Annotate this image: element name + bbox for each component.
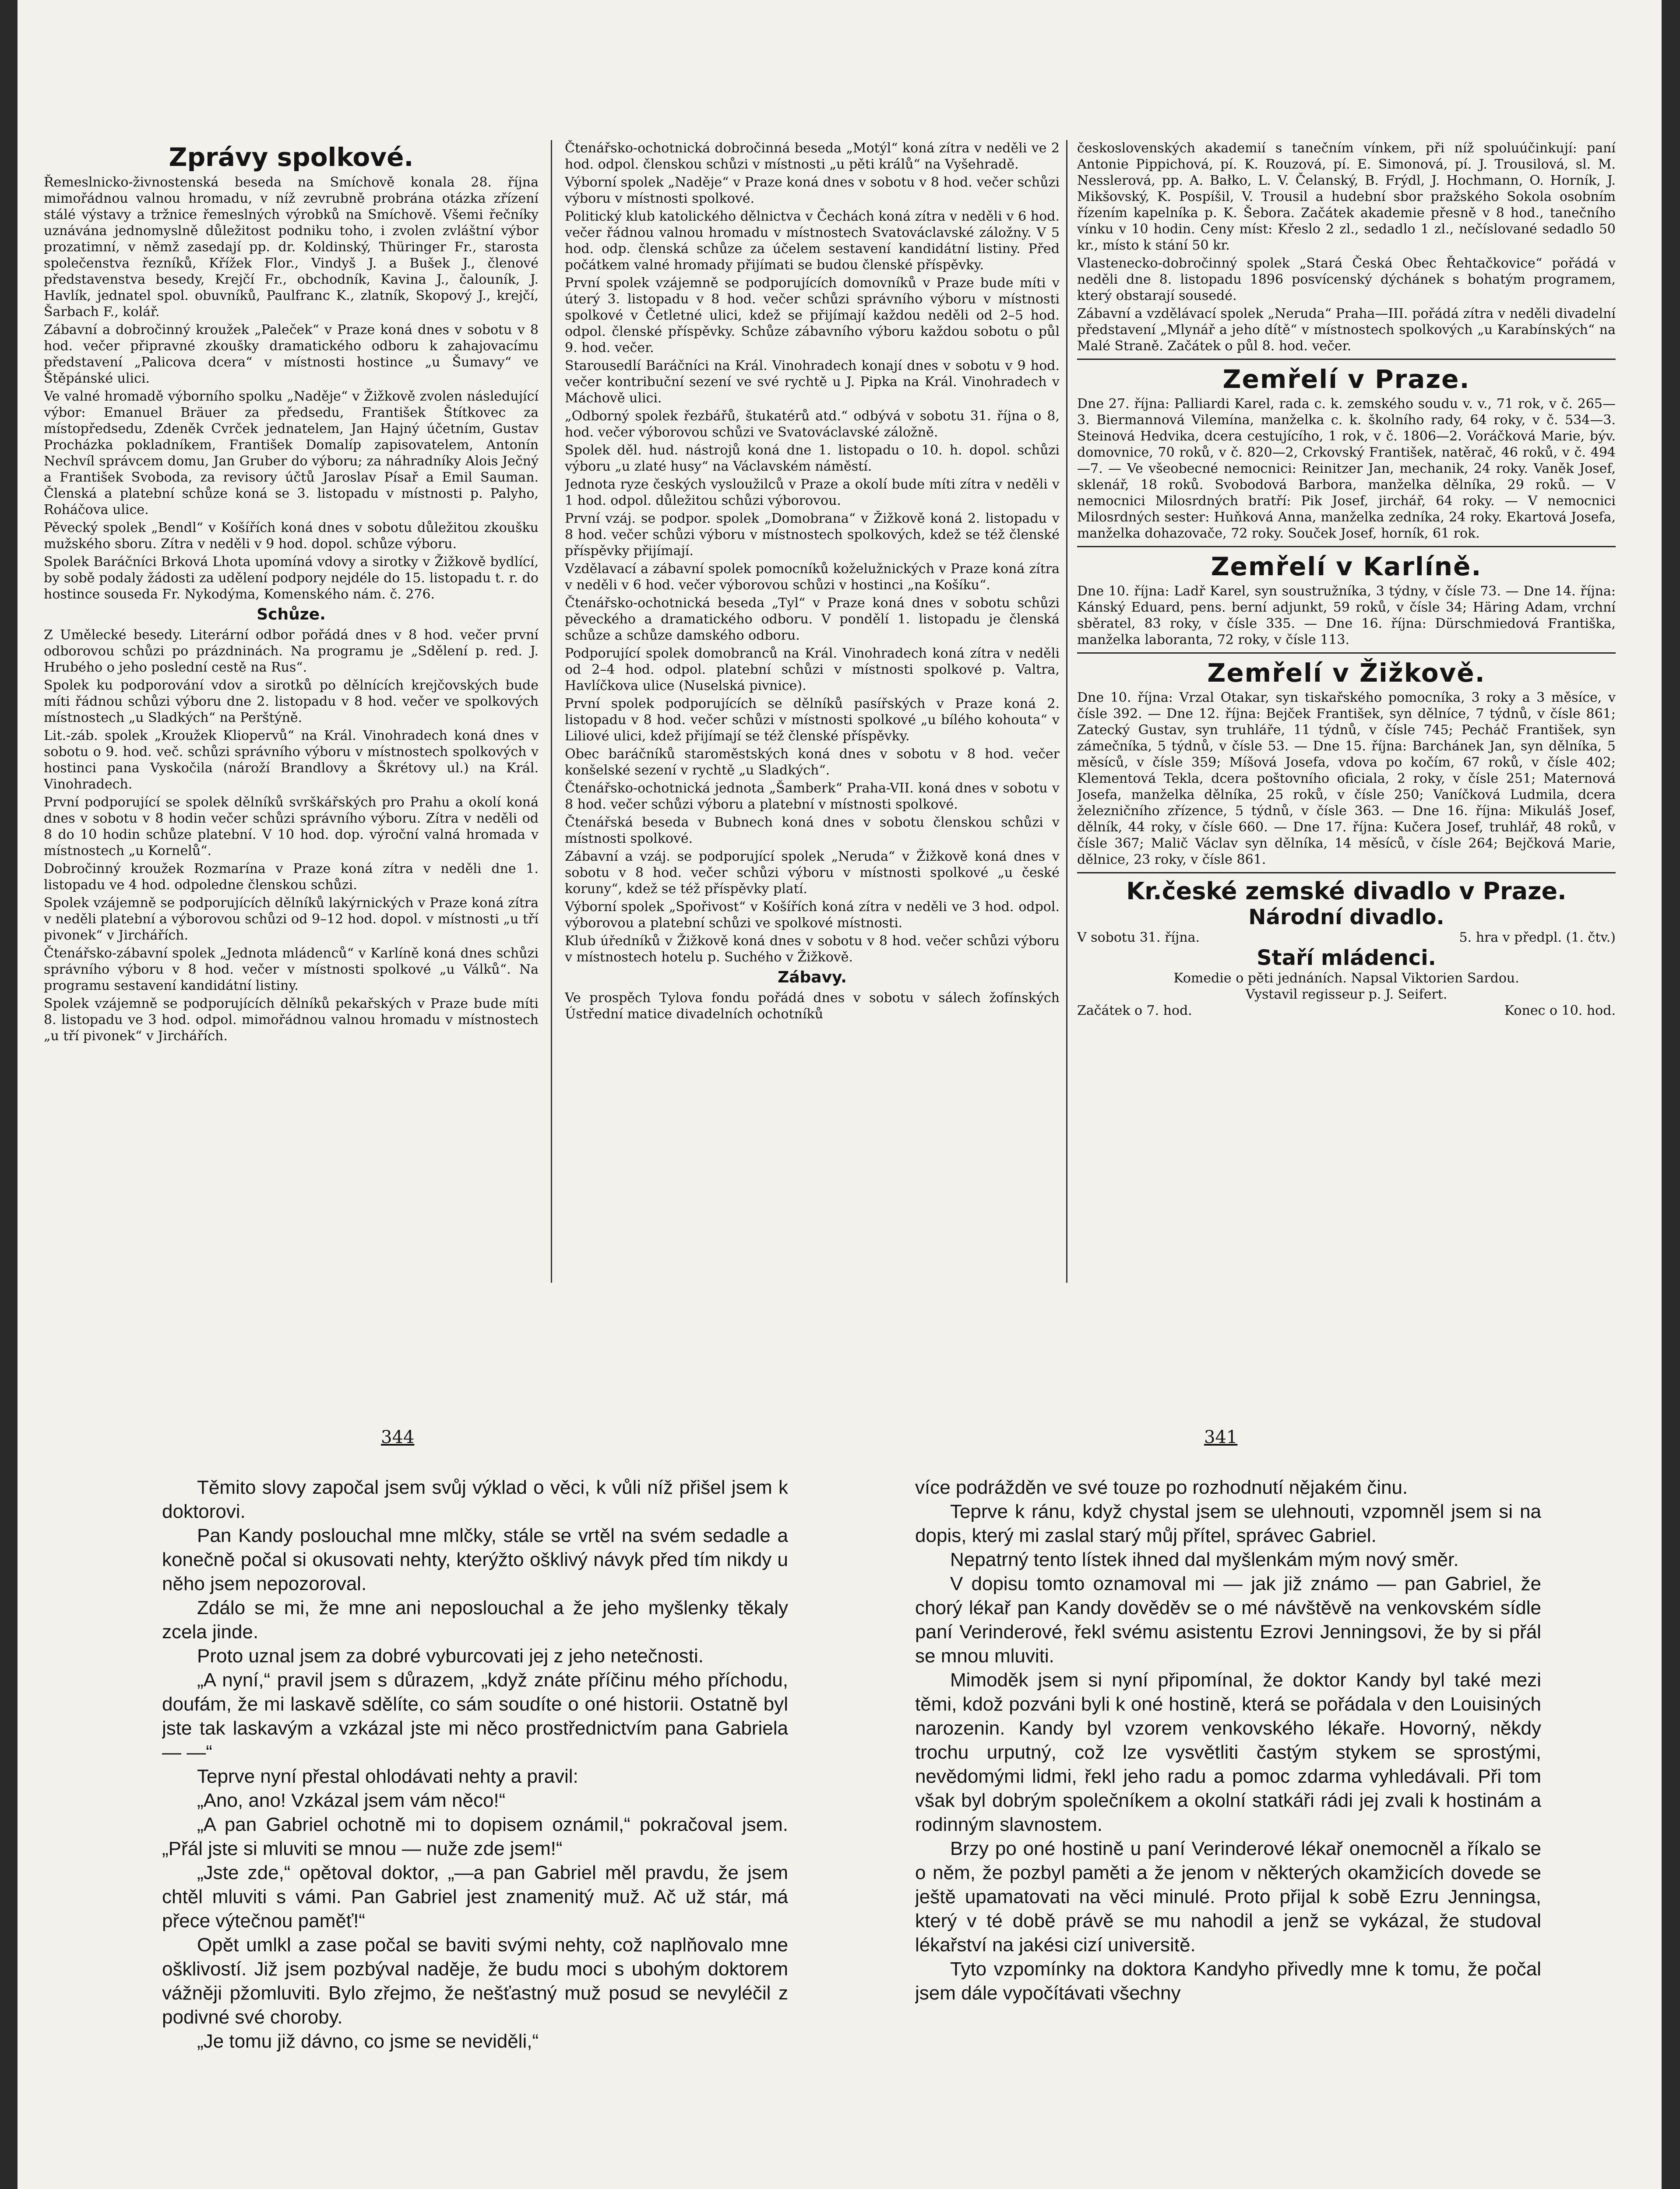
- theatre-show: 5. hra v předpl. (1. čtv.): [1459, 930, 1616, 945]
- deaths-karlin-heading: Zemřelí v Karlíně.: [1211, 552, 1482, 581]
- novel-paragraph: „Jste zde,“ opětoval doktor, „—a pan Gabriel měl pravdu, že jsem chtěl mluviti s vámi. Pan Gabriel jest znamenitý muž. Ač už stár, má přece výtečnou paměť!“: [162, 1862, 788, 1932]
- novel-paragraph: „A pan Gabriel ochotně mi to dopisem oznámil,“ pokračoval jsem. „Přál jste si mluviti se mnou — nuže zde jsem!“: [162, 1814, 788, 1859]
- news-paragraph: Čtenářsko-ochotnická jednota „Šamberk“ Praha-VII. koná dnes v sobotu v 8 hod. večer schůzi výboru a platební v místnosti spolkové.: [565, 781, 1060, 812]
- news-paragraph: Lit.-záb. spolek „Kroužek Kliopervů“ na Král. Vinohradech koná dnes v sobotu o 9. hod. več. schůzi správního výboru v místnostech spolkových v hostinci pana Vyskočila (nároží Brandlovy a Škrétovy ul.) na Král. Vinohradech.: [44, 728, 539, 792]
- news-paragraph: Obec baráčníků staroměstských koná dnes v sobotu v 8 hod. večer konšelské sezení v rychtě „u Sladkých“.: [565, 746, 1060, 778]
- novel-paragraph: „Ano, ano! Vzkázal jsem vám něco!“: [197, 1790, 506, 1811]
- news-paragraph: První spolek podporujících se dělníků pasířských v Praze koná 2. listopadu v 8 hod. večer schůzi v místnosti spolkové „u bílého kohouta“ v Liliové ulici, kdež přijímají se též členské příspěvky.: [565, 696, 1060, 744]
- news-paragraph: Politický klub katolického dělnictva v Čechách koná zítra v neděli v 6 hod. večer řádnou valnou hromadu v místnostech Svatováclavské záložny. V 5 hod. odp. členská schůze za účelem sestavení kandidátní listiny. Před počátkem valné hromady přijímati se budou členské příspěvky.: [565, 209, 1060, 273]
- section-rule: [1077, 359, 1616, 360]
- news-paragraph: Zábavní a vzdělávací spolek „Neruda“ Praha—III. pořádá zítra v neděli divadelní představení „Mlynář a jeho dítě“ v místnostech spolkových „u Karabínských“ na Malé Straně. Začátek o půl 8. hod. večer.: [1077, 306, 1616, 354]
- news-paragraph: Z Umělecké besedy. Literární odbor pořádá dnes v 8 hod. večer první odborovou schůzi po prázdninách. Na programu je „Sdělení p. red. J. Hrubého o jeho poslední cestě na Rus“.: [44, 627, 539, 675]
- theatre-title: Kr.české zemské divadlo v Praze.: [1126, 877, 1567, 905]
- news-paragraph: Čtenářská beseda v Bubnech koná dnes v sobotu členskou schůzi v místnosti spolkové.: [565, 815, 1060, 846]
- news-paragraph: Vlastenecko-dobročinný spolek „Stará Česká Obec Řehtačkovice“ pořádá v neděli dne 8. listopadu 1896 posvícenský dýchánek s bohatým programem, který obstarají sousedé.: [1077, 256, 1616, 303]
- news-paragraph: Spolek děl. hud. nástrojů koná dne 1. listopadu o 10. h. dopol. schůzi výboru „u zlaté husy“ na Václavském náměstí.: [565, 443, 1060, 474]
- news-paragraph: Čtenářsko-zábavní spolek „Jednota mládenců“ v Karlíně koná dnes schůzi správního výboru v 8 hod. večer v místnosti spolkové „u Válků“. Na programu sestavení kandidátní listiny.: [44, 946, 539, 993]
- novel-section: [162, 1427, 1541, 2189]
- news-paragraph: Podporující spolek domobranců na Král. Vinohradech koná zítra v neděli od 2–4 hod. odpol. platební schůzi v místnosti spolkové p. Valtra, Havlíčkova ulice (Nuselská pivnice).: [565, 646, 1060, 693]
- subheading-zabavy: Zábavy.: [778, 968, 847, 986]
- novel-paragraph: Proto uznal jsem za dobré vyburcovati jej z jeho netečnosti.: [197, 1645, 704, 1667]
- play-title: Staří mládenci.: [1257, 946, 1436, 970]
- news-paragraph: První spolek vzájemně se podporujících domovníků v Praze bude míti v úterý 3. listopadu v 8 hod. večer schůzi správního výboru v místnosti spolkové v Četletné ulici, kdež se přijímají každou neděli od 2–5 hod. odpol. členské příspěvky. Schůze zábavního výboru každou sobotu o půl 9. hod. večer.: [565, 275, 1060, 355]
- play-times-row: [1077, 1003, 1616, 1019]
- news-paragraph: První vzáj. se podpor. spolek „Domobrana“ v Žižkově koná 2. listopadu v 8 hod. večer schůzi výboru v místnostech spolkových, kdež se též členské příspěvky přijímají.: [565, 511, 1060, 559]
- right-page-number: 341: [1204, 1427, 1238, 1447]
- deaths-prague-text: Dne 27. října: Palliardi Karel, rada c. k. zemského soudu v. v., 71 rok, v č. 265—3. Biermannová Vilemína, manželka c. k. školního rady, 64 roky, v č. 534—3. Steinová Hedvika, dcera cestujícího, 1 rok, v č. 1806—2. Voráčková Marie, býv. domovnice, 70 roků, v č. 820—2, Crkovský František, natěrač, 46 roků, v č. 494—7. — Ve všeobecné nemocnici: Reinitzer Jan, mechanik, 24 roky. Vaněk Josef, sklenář, 18 roků. Svobodová Barbora, manželka dělníka, 29 roků. — V nemocnici Milosrdných bratří: Pik Josef, jirchář, 64 roky. — V nemocnici Milosrdných sester: Huňková Anna, manželka zedníka, 24 roky. Ekartová Josefa, manželka dohazovače, 72 roky. Souček Josef, horník, 61 rok.: [1077, 396, 1616, 541]
- news-paragraph: československých akademií s tanečním vínkem, při níž spoluúčinkují: paní Antonie Pippichová, pí. K. Rouzová, pí. E. Simonová, pí. J. Trousilová, sl. M. Nesslerová, pp. A. Bałko, L. V. Čelanský, B. Frýdl, J. Hochmann, O. Horník, J. Mikšovský, K. Pospíšil, V. Trousil a hudební sbor pražského Sokola osobním řízením kapelníka p. K. Šebora. Začátek akademie přesně v 8 hod., tanečního vínku v 10 hodin. Ceny míst: Křeslo 2 zl., sedadlo 1 zl., nečíslované sedadlo 50 kr., místo k stání 50 kr.: [1077, 141, 1616, 253]
- novel-paragraph: Tyto vzpomínky na doktora Kandyho přivedly mne k tomu, že počal jsem dále vypočítávati všechny: [915, 1958, 1541, 2004]
- play-end: Konec o 10. hod.: [1504, 1003, 1616, 1018]
- novel-paragraph: více podrážděn ve své touze po rozhodnutí nějakém činu.: [915, 1477, 1408, 1498]
- section-rule: [1077, 652, 1616, 654]
- novel-paragraph: „A nyní,“ pravil jsem s důrazem, „když znáte příčinu mého příchodu, doufám, že mi laskavě sdělíte, co sám soudíte o oné historii. Ostatně byl jste tak laskavým a vzkázal jste mi něco prostřednictvím pana Gabriela — —“: [162, 1669, 788, 1763]
- subheading-schuze: Schůze.: [257, 605, 326, 623]
- deaths-zizkov-heading: Zemřelí v Žižkově.: [1207, 658, 1486, 688]
- news-paragraph: Starousedlí Baráčníci na Král. Vinohradech konají dnes v sobotu v 9 hod. večer kontribuční sezení ve své rychtě u J. Pipka na Král. Vinohradech v Máchově ulici.: [565, 358, 1060, 406]
- news-paragraph: Zábavní a dobročinný kroužek „Paleček“ v Praze koná dnes v sobotu v 8 hod. večer připravné zkoušky dramatického odboru k zahajovacímu představení „Palicova dcera“ v místnosti hostince „u Šumavy“ ve Štěpánské ulici.: [44, 322, 539, 386]
- newspaper-column-1: [44, 140, 539, 1287]
- news-paragraph: Ve valné hromadě výborního spolku „Naděje“ v Žižkově zvolen následující výbor: Emanuel Bräuer za předsedu, František Štítkovec za místopředsedu, Zdeněk Cvrček jednatelem, Jan Hajný účetním, Gustav Procházka pokladníkem, František Domalíp zapisovatelem, Antonín Nechvíl správcem domu, Jan Gruber do výboru; za náhradníky Alois Ječný a František Svoboda, za revisory účtů Jaroslav Písař a Emil Sauman. Členská a platební schůze koná se 3. listopadu v místnosti p. Palyho, Roháčova ulice.: [44, 389, 539, 517]
- news-paragraph: Vzdělavací a zábavní spolek pomocníků koželužnických v Praze koná zítra v neděli v 6 hod. večer výborovou schůzi v hostinci „na Košíku“.: [565, 561, 1060, 593]
- deaths-zizkov-text: Dne 10. října: Vrzal Otakar, syn tiskařského pomocníka, 3 roky a 3 měsíce, v čísle 392. — Dne 12. října: Bejček František, syn dělníce, 7 týdnů, v čísle 861; Zatecký Gustav, syn truhláře, 11 týdnů, v čísle 745; Pecháč František, syn zámečníka, 5 týdnů, v čísle 53. — Dne 15. října: Barchánek Jan, syn dělníka, 5 měsíců, v čísle 359; Míšová Josefa, vdova po kočím, 67 roků, v čísle 402; Klementová Tekla, dcera poštovního oficiala, 2 roky, v čísle 251; Maternová Josefa, manželka dělníka, 25 roků, v čísle 250; Vaníčková Ludmila, dcera železničního zřízence, 5 týdnů, v čísle 363. — Dne 16. října: Mikuláš Josef, dělník, 44 roky, v čísle 660. — Dne 17. října: Kučera Josef, truhlář, 48 roků, v čísle 367; Malič Václav syn dělníka, 14 měsíců, v čísle 264; Bejčková Marie, dělnice, 23 roky, v čísle 861.: [1077, 690, 1616, 867]
- section-rule: [1077, 872, 1616, 873]
- news-paragraph: Výborní spolek „Naděje“ v Praze koná dnes v sobotu v 8 hod. večer schůzi výboru v místnosti spolkové.: [565, 175, 1060, 206]
- play-description: Komedie o pěti jednáních. Napsal Viktorien Sardou.: [1173, 971, 1519, 986]
- novel-paragraph: Opět umlkl a zase počal se baviti svými nehty, což naplňovalo mne ošklivostí. Již jsem pozbýval naděje, že budu moci s ubohým doktorem vážněji pžomluviti. Bylo zřejmo, že nešťastný muž posud se nevyléčil z podivné své choroby.: [162, 1934, 788, 2028]
- news-paragraph: Zábavní a vzáj. se podporující spolek „Neruda“ v Žižkově koná dnes v sobotu v 8 hod. večer schůzi výboru v místnosti spolkové „u české koruny“, kdež se též příspěvky platí.: [565, 849, 1060, 897]
- novel-right-column: [915, 1475, 1541, 2189]
- novel-left-column: [162, 1475, 788, 2189]
- news-paragraph: Klub úředníků v Žižkově koná dnes v sobotu v 8 hod. večer schůzi výboru v místnostech hotelu p. Suchého v Žižkově.: [565, 933, 1060, 965]
- news-paragraph: Čtenářsko-ochotnická dobročinná beseda „Motýl“ koná zítra v neděli ve 2 hod. odpol. členskou schůzi v místnosti „u pěti králů“ na Vyšehradě.: [565, 141, 1060, 172]
- news-paragraph: Spolek ku podporování vdov a sirotků po dělnících krejčovských bude míti řádnou schůzi výboru dne 2. listopadu v 8 hod. večer ve spolkových místnostech „u Sladkých“ na Perštýně.: [44, 678, 539, 725]
- section-rule: [1077, 546, 1616, 547]
- news-paragraph: Dobročinný kroužek Rozmarína v Praze koná zítra v neděli dne 1. listopadu ve 4 hod. odpoledne členskou schůzi.: [44, 861, 539, 893]
- news-paragraph: První podporující se spolek dělníků svrškářských pro Prahu a okolí koná dnes v sobotu v 8 hodin večer schůzi správního výboru. Zítra v neděli od 8 do 10 hodin schůze platební. V 10 hod. dop. výroční valná hromada v místnostech „u Kornelů“.: [44, 795, 539, 859]
- column-divider: [1066, 140, 1067, 1283]
- theatre-date-row: [1077, 929, 1616, 946]
- news-paragraph: Řemeslnicko-živnostenská beseda na Smíchově konala 28. října mimořádnou valnou hromadu, v níž zevrubně probrána otázka zřízení stálé výstavy a tržnice řemeslných výrobků na Smíchově. Všemi řečníky uznávána jednomyslně důležitost podniku toho, i zvolen zvláštní výbor prozatimní, v němž zasedají pp. dr. Koldinský, Thüringer Fr., starosta společenstva řezníků, Křížek Flor., Vindyš J. a Bušek J., členové představenstva besedy, Krejčí Fr., obchodník, Kavina J., čalouník, J. Havlík, jednatel spol. obuvníků, Paulfranc K., zlatník, Skopový J., krejčí, Šarbach F., kolář.: [44, 175, 539, 320]
- news-paragraph: Spolek vzájemně se podporujících dělníků lakýrnických v Praze koná zítra v neděli platební a výborovou schůzi od 9–12 hod. dopol. v místnosti „u tří pivonek“ v Jirchářích.: [44, 895, 539, 943]
- play-director: Vystavil regisseur p. J. Seifert.: [1245, 987, 1448, 1002]
- news-paragraph: Výborní spolek „Spořivost“ v Košířích koná zítra v neděli ve 3 hod. odpol. výborovou a platební schůzi ve spolkové místnosti.: [565, 899, 1060, 931]
- novel-paragraph: Teprve nyní přestal ohlodávati nehty a pravil:: [197, 1766, 578, 1787]
- novel-paragraph: Nepatrný tento lístek ihned dal myšlenkám mým nový směr.: [950, 1549, 1459, 1570]
- news-paragraph: Spolek Baráčníci Brková Lhota upomíná vdovy a sirotky v Žižkově bydlící, by sobě podaly žádosti za udělení podpory nejdéle do 15. listopadu t. r. do hostince souseda Fr. Nykodýma, Komenského nám. č. 276.: [44, 554, 539, 602]
- newspaper-column-2: [565, 140, 1060, 1287]
- novel-paragraph: „Je tomu již dávno, co jsme se neviděli,“: [197, 2031, 539, 2052]
- section-heading-zpravy: Zprávy spolkové.: [169, 142, 414, 172]
- theatre-day: V sobotu 31. října.: [1077, 930, 1200, 945]
- newspaper-column-3: [1077, 140, 1616, 1287]
- column-divider: [551, 140, 552, 1283]
- novel-paragraph: Zdálo se mi, že mne ani neposlouchal a že jeho myšlenky těkaly zcela jinde.: [162, 1597, 788, 1643]
- news-paragraph: Ve prospěch Tylova fondu pořádá dnes v sobotu v sálech žofínských Ústřední matice divadelních ochotníků: [565, 990, 1060, 1022]
- novel-paragraph: Teprve k ránu, když chystal jsem se ulehnouti, vzpomněl jsem si na dopis, který mi zaslal starý můj přítel, správec Gabriel.: [915, 1501, 1541, 1546]
- novel-paragraph: V dopisu tomto oznamoval mi — jak již známo — pan Gabriel, že chorý lékař pan Kandy dověděv se o mé návštěvě na venkovském sídle paní Verinderové, řekl svému asistentu Ezrovi Jenningsovi, že by si přál se mnou mluviti.: [915, 1573, 1541, 1667]
- news-paragraph: Čtenářsko-ochotnická beseda „Tyl“ v Praze koná dnes v sobotu schůzi pěveckého a dramatického odboru. V pondělí 1. listopadu je členská schůze a schůze damského odboru.: [565, 595, 1060, 643]
- newspaper-section: [44, 140, 1638, 1287]
- news-paragraph: Spolek vzájemně se podporujících dělníků pekařských v Praze bude míti 8. listopadu ve 3 hod. odpol. mimořádnou valnou hromadu v místnostech „u tří pivonek“ v Jirchářích.: [44, 996, 539, 1044]
- news-paragraph: „Odborný spolek řezbářů, štukatérů atd.“ odbývá v sobotu 31. října o 8, hod. večer výborovou schůzi ve Svatováclavské záložně.: [565, 408, 1060, 440]
- deaths-prague-heading: Zemřelí v Praze.: [1222, 364, 1470, 394]
- novel-paragraph: Brzy po oné hostině u paní Verinderové lékař onemocněl a říkalo se o něm, že pozbyl paměti a že jenom v některých okamžicích dovede se ještě upamatovati na věci minulé. Proto přijal k sobě Ezru Jenningsa, který v té době právě se mu nahodil a jenž se vykázal, že studoval lékařství na jakési cizí universitě.: [915, 1838, 1541, 1956]
- play-start: Začátek o 7. hod.: [1077, 1003, 1192, 1018]
- news-paragraph: Pěvecký spolek „Bendl“ v Košířích koná dnes v sobotu důležitou zkoušku mužského sboru. Zítra v neděli v 9 hod. dopol. schůze výboru.: [44, 520, 539, 552]
- left-page-number: 344: [381, 1427, 415, 1447]
- theatre-subtitle: Národní divadlo.: [1248, 905, 1444, 929]
- novel-paragraph: Mimoděk jsem si nyní připomínal, že doktor Kandy byl také mezi těmi, kdož pozváni byli k oné hostině, která se pořádala v den Louisiných narozenin. Kandy byl vzorem venkovského lékaře. Hovorný, někdy trochu urputný, což lze vysvětliti častým stykem se sprostými, nevědomými lidmi, řekl jeho radu a pomoc zdarma vyhledávali. Při tom však byl dobrým společníkem a okolní statkáři rádi jej zvali k hostinám a rodinným slavnostem.: [915, 1669, 1541, 1835]
- deaths-karlin-text: Dne 10. října: Ladř Karel, syn soustružníka, 3 týdny, v čísle 73. — Dne 14. října: Kánský Eduard, pens. berní adjunkt, 59 roků, v čísle 34; Häring Adam, vrchní sběratel, 83 roky, v čísle 335. — Dne 16. října: Dürschmiedová Františka, manželka laboranta, 72 roky, v čísle 113.: [1077, 584, 1616, 648]
- novel-paragraph: Pan Kandy poslouchal mne mlčky, stále se vrtěl na svém sedadle a konečně počal si okusovati nehty, kterýžto ošklivý návyk před tím nikdy u něho jsem nepozoroval.: [162, 1525, 788, 1594]
- news-paragraph: Jednota ryze českých vysloužilců v Praze a okolí bude míti zítra v neděli v 1 hod. odpol. důležitou schůzi výborovou.: [565, 477, 1060, 508]
- novel-paragraph: Těmito slovy započal jsem svůj výklad o věci, k vůli níž přišel jsem k doktorovi.: [162, 1477, 788, 1522]
